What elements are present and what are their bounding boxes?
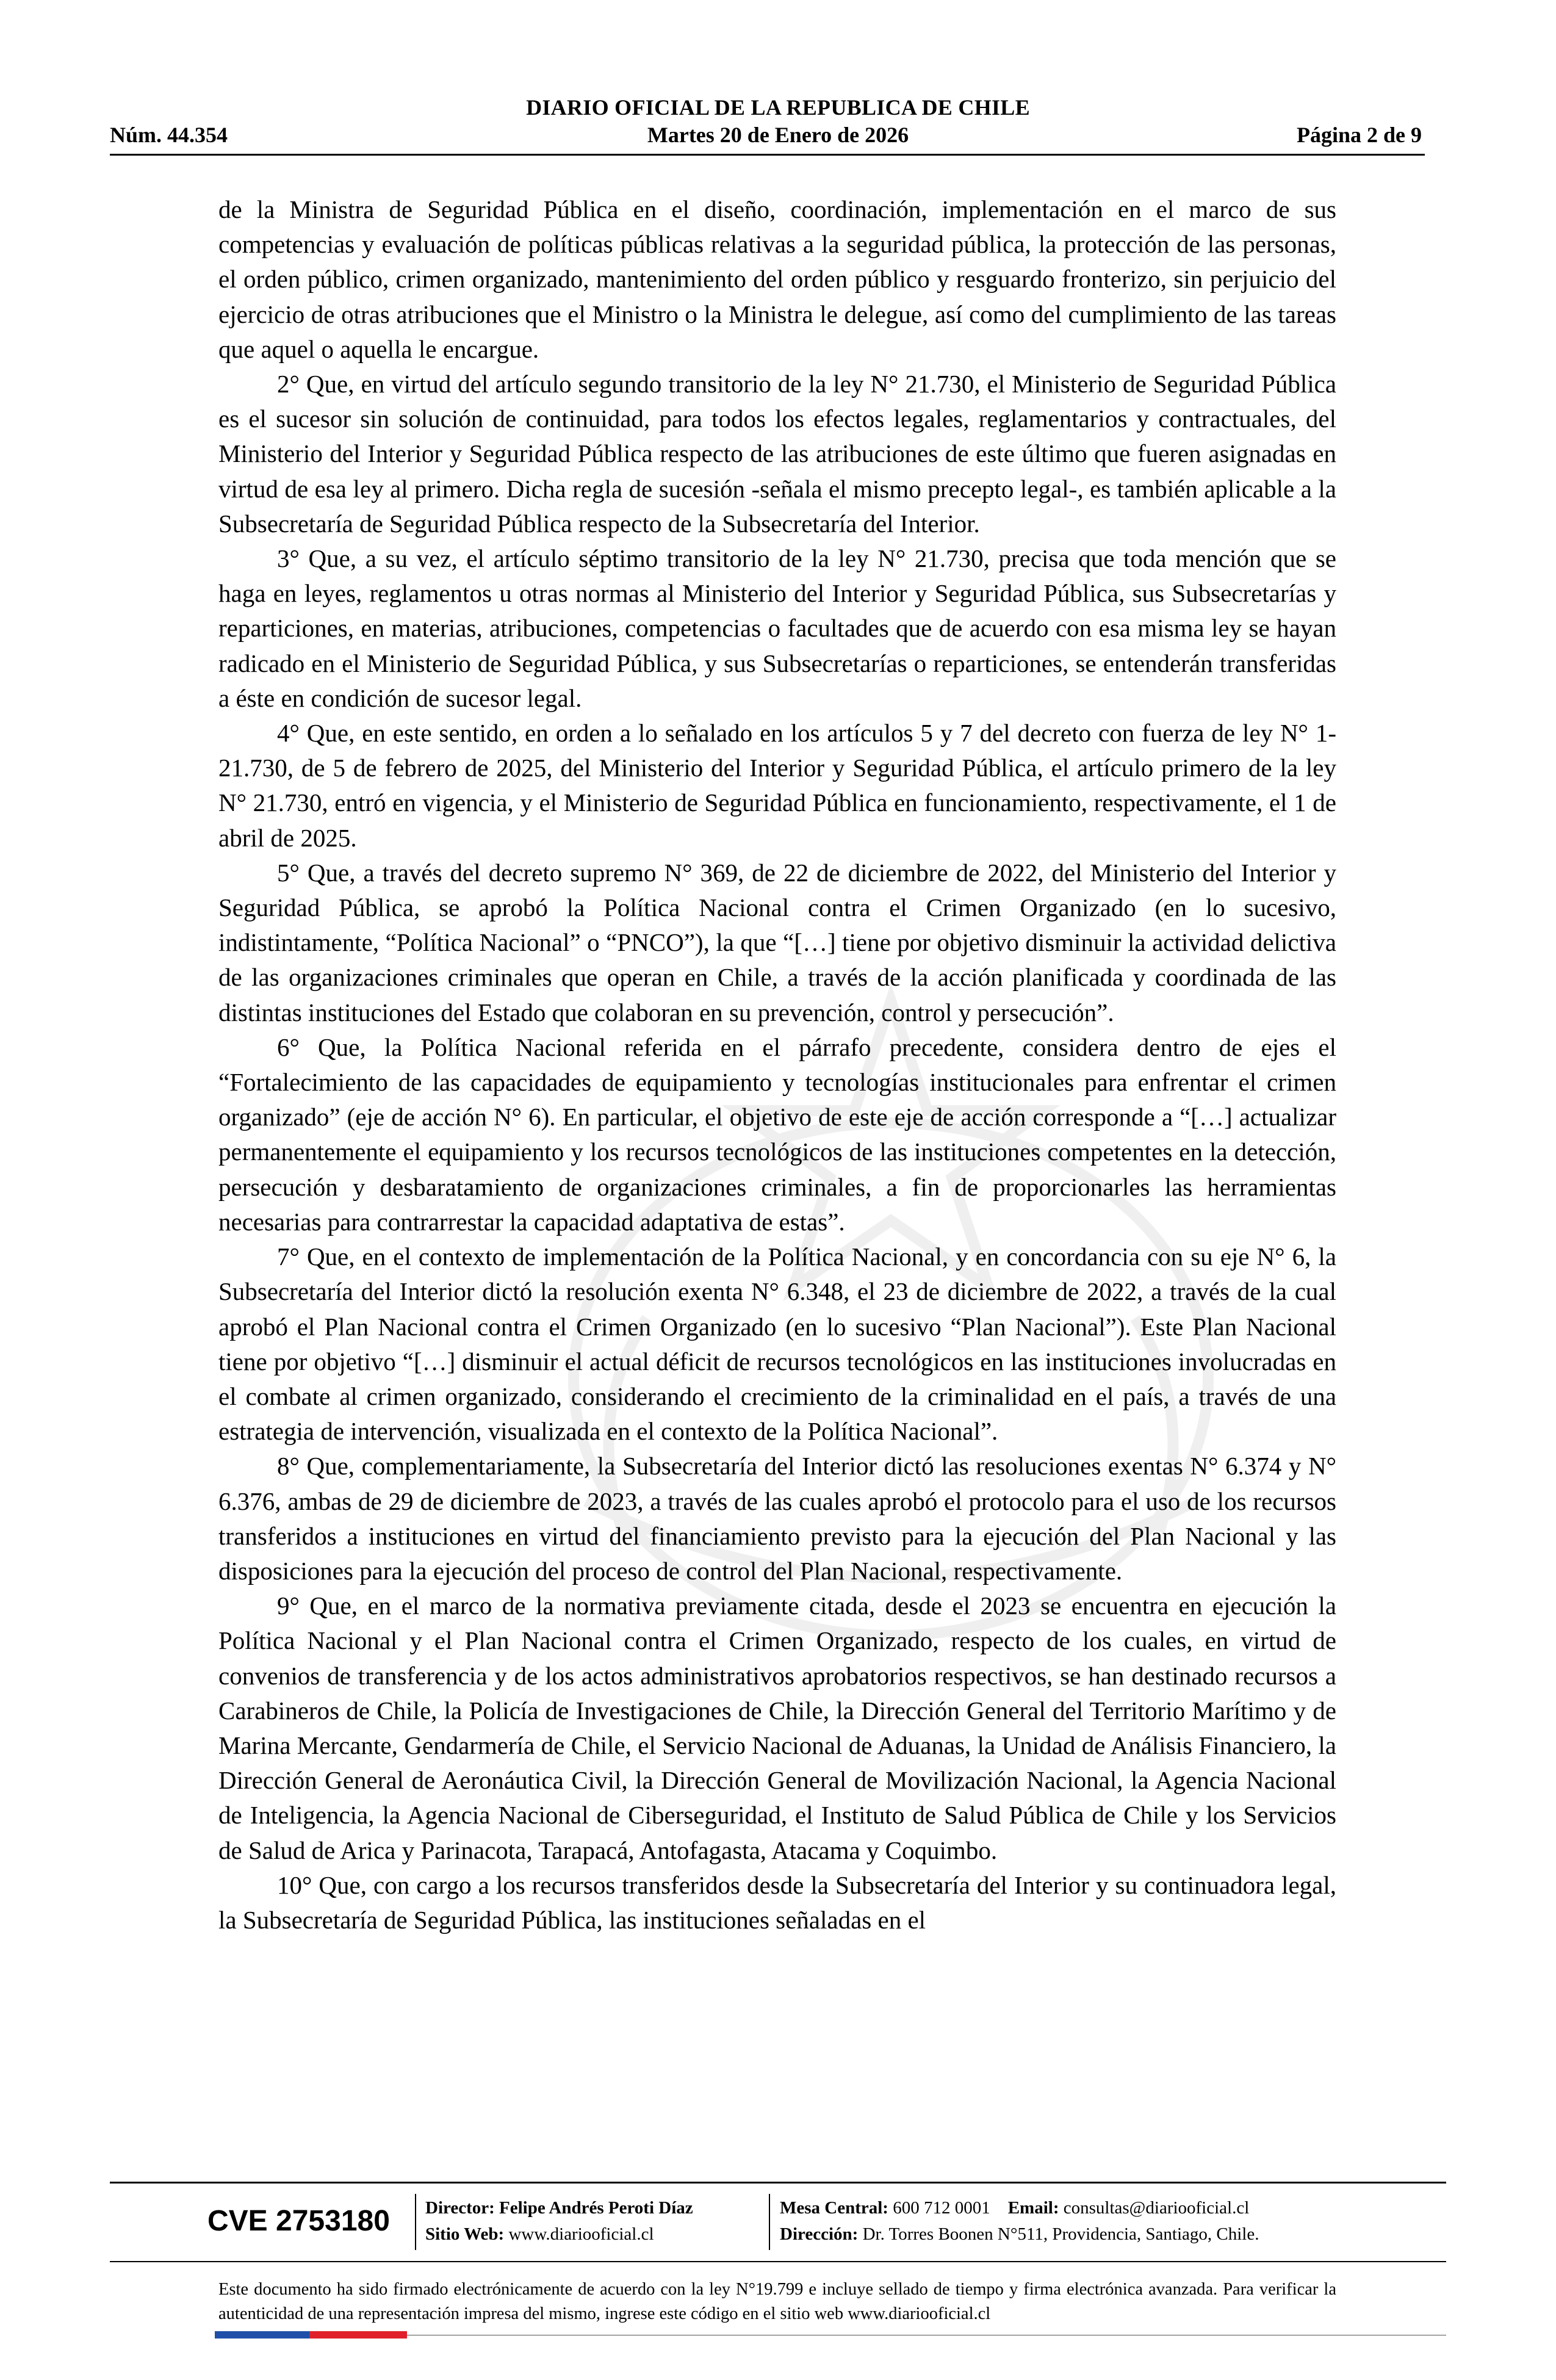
newspaper-title: DIARIO OFICIAL DE LA REPUBLICA DE CHILE	[526, 95, 1030, 120]
footer-separator	[769, 2194, 770, 2250]
director-label: Director:	[425, 2198, 495, 2218]
paragraph-3: 3° Que, a su vez, el artículo séptimo transitorio de la ley N° 21.730, precisa que toda mención que se haga en leyes, reglamentos u otras normas al Ministerio del Interior y Seguridad Pública, sus Subsecretarías y reparticiones, en materias, atribuciones, competencias o facultades que de acuerdo con esa misma ley se hayan radicado en el Ministerio de Seguridad Pública, y sus Subsecretarías o reparticiones, se entenderán transferidas a éste en condición de sucesor legal.	[218, 544, 1336, 712]
paragraph-4: 4° Que, en este sentido, en orden a lo señalado en los artículos 5 y 7 del decreto con fuerza de ley N° 1-21.730, de 5 de febrero de 2025, del Ministerio del Interior y Seguridad Pública, el artículo primero de la ley N° 21.730, entró en vigencia, y el Ministerio de Seguridad Pública en funcionamiento, respectivamente, el 1 de abril de 2025.	[218, 719, 1336, 852]
cve-code: CVE 2753180	[207, 2205, 390, 2237]
website-label: Sitio Web:	[425, 2224, 505, 2244]
address-label: Dirección:	[780, 2224, 859, 2244]
mesa-phone: 600 712 0001	[893, 2198, 990, 2218]
paragraph-2: 2° Que, en virtud del artículo segundo transitorio de la ley N° 21.730, el Ministerio de Seguridad Pública es el sucesor sin solución de continuidad, para todos los efectos legales, reglamentarios y contractuales, del Ministerio del Interior y Seguridad Pública respecto de las atribuciones de este último que fueren asignadas en virtud de esa ley al primero. Dicha regla de sucesión -señala el mismo precepto legal-, es también aplicable a la Subsecretaría de Seguridad Pública respecto de la Subsecretaría del Interior.	[218, 370, 1336, 538]
footer-director-block	[425, 2195, 693, 2248]
issue-date: Martes 20 de Enero de 2026	[647, 123, 909, 147]
header-divider	[110, 154, 1425, 156]
document-body	[218, 192, 1336, 1938]
paragraph-6: 6° Que, la Política Nacional referida en el párrafo precedente, considera dentro de ejes el “Fortalecimiento de las capacidades de equipamiento y tecnologías institucionales para enfrentar el crimen organizado” (eje de acción N° 6). En particular, el objetivo de este eje de acción corresponde a “[…] actualizar permanentemente el equipamiento y los recursos tecnológicos de las instituciones competentes en la detección, persecución y desbaratamiento de organizaciones criminales, a fin de proporcionarles las herramientas necesarias para contrarrestar la capacidad adaptativa de estas”.	[218, 1033, 1336, 1236]
footer-divider-top	[110, 2182, 1446, 2183]
legal-notice: Este documento ha sido firmado electrónicamente de acuerdo con la ley N°19.799 e incluye sellado de tiempo y firma electrónica avanzada. Para verificar la autenticidad de una representación impresa del mismo, ingrese este código en el sitio web www.diariooficial.cl	[218, 2280, 1336, 2323]
email-label: Email:	[1007, 2198, 1059, 2218]
paragraph-continuation: de la Ministra de Seguridad Pública en el diseño, coordinación, implementación en el marco de sus competencias y evaluación de políticas públicas relativas a la seguridad pública, la protección de las personas, el orden público, crimen organizado, mantenimiento del orden público y resguardo fronterizo, sin perjuicio del ejercicio de otras atribuciones que el Ministro o la Ministra le delegue, así como del cumplimiento de las tareas que aquel o aquella le encargue.	[218, 195, 1336, 363]
chile-flag-stripe	[215, 2331, 407, 2339]
footer-divider-mid	[110, 2261, 1446, 2262]
issue-number: Núm. 44.354	[110, 123, 228, 147]
footer-contact-block	[780, 2195, 1259, 2248]
email-link[interactable]: consultas@diariooficial.cl	[1063, 2198, 1250, 2218]
page-indicator: Página 2 de 9	[1296, 123, 1422, 147]
flag-blue-segment	[215, 2331, 309, 2339]
director-name: Felipe Andrés Peroti Díaz	[499, 2198, 693, 2218]
website-link[interactable]: www.diariooficial.cl	[508, 2224, 654, 2244]
paragraph-7: 7° Que, en el contexto de implementación de la Política Nacional, y en concordancia con su eje N° 6, la Subsecretaría del Interior dictó la resolución exenta N° 6.348, el 23 de diciembre de 2022, a través de la cual aprobó el Plan Nacional contra el Crimen Organizado (en lo sucesivo “Plan Nacional”). Este Plan Nacional tiene por objetivo “[…] disminuir el actual déficit de recursos tecnológicos en las instituciones involucradas en el combate al crimen organizado, considerando el crecimiento de la criminalidad en el país, a través de una estrategia de intervención, visualizada en el contexto de la Política Nacional”.	[218, 1242, 1336, 1446]
footer-separator	[415, 2194, 416, 2250]
address-value: Dr. Torres Boonen N°511, Providencia, Santiago, Chile.	[862, 2224, 1259, 2244]
paragraph-8: 8° Que, complementariamente, la Subsecretaría del Interior dictó las resoluciones exentas N° 6.374 y N° 6.376, ambas de 29 de diciembre de 2023, a través de las cuales aprobó el protocolo para el uso de los recursos transferidos a instituciones en virtud del financiamiento previsto para la ejecución del Plan Nacional y las disposiciones para la ejecución del proceso de control del Plan Nacional, respectivamente.	[218, 1452, 1336, 1585]
flag-red-segment	[309, 2331, 407, 2339]
paragraph-5: 5° Que, a través del decreto supremo N° 369, de 22 de diciembre de 2022, del Ministerio del Interior y Seguridad Pública, se aprobó la Política Nacional contra el Crimen Organizado (en lo sucesivo, indistintamente, “Política Nacional” o “PNCO”), la que “[…] tiene por objetivo disminuir la actividad delictiva de las organizaciones criminales que operan en Chile, a través de la acción planificada y coordinada de las distintas instituciones del Estado que colaboran en su prevención, control y persecución”.	[218, 858, 1336, 1026]
paragraph-10: 10° Que, con cargo a los recursos transferidos desde la Subsecretaría del Interior y su continuadora legal, la Subsecretaría de Seguridad Pública, las instituciones señaladas en el	[218, 1870, 1336, 1934]
mesa-label: Mesa Central:	[780, 2198, 888, 2218]
paragraph-9: 9° Que, en el marco de la normativa previamente citada, desde el 2023 se encuentra en ejecución la Política Nacional y el Plan Nacional contra el Crimen Organizado, respecto de los cuales, en virtud de convenios de transferencia y de los actos administrativos aprobatorios respectivos, se han destinado recursos a Carabineros de Chile, la Policía de Investigaciones de Chile, la Dirección General del Territorio Marítimo y de Marina Mercante, Gendarmería de Chile, el Servicio Nacional de Aduanas, la Unidad de Análisis Financiero, la Dirección General de Aeronáutica Civil, la Dirección General de Movilización Nacional, la Agencia Nacional de Inteligencia, la Agencia Nacional de Ciberseguridad, el Instituto de Salud Pública de Chile y los Servicios de Salud de Arica y Parinacota, Tarapacá, Antofagasta, Atacama y Coquimbo.	[218, 1592, 1336, 1864]
